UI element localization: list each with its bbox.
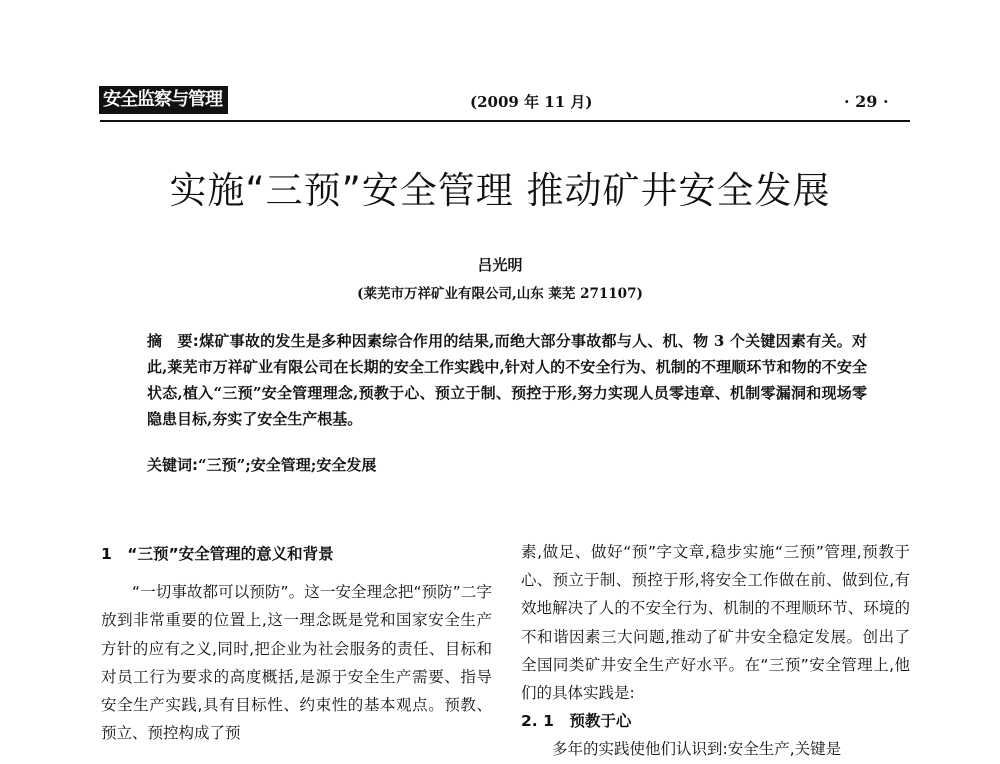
keywords xyxy=(147,452,867,478)
body-column-left xyxy=(101,538,492,747)
keywords-text: “三预”;安全管理;安全发展 xyxy=(198,456,377,474)
abstract-label: 摘 要: xyxy=(147,332,199,350)
body-paragraph: 多年的实践使他们认识到:安全生产,关键是 xyxy=(552,740,842,759)
body-column-right xyxy=(521,538,910,764)
abstract xyxy=(147,328,867,432)
issue-date: (2009 年 11 月) xyxy=(470,93,593,111)
subsection-heading: 2. 1 预教于心 xyxy=(521,712,632,731)
header-rule xyxy=(100,120,910,122)
abstract-text: 煤矿事故的发生是多种因素综合作用的结果,而绝大部分事故都与人、机、物 3 个关键因素有关。对此,莱芜市万祥矿业有限公司在长期的安全工作实践中,针对人的不安全行为、机制的不理顺环节和物的不安全状态,植入“三预”安全管理理念,预教于心、预立于制、预控于形,努力实现人员零违章、机制零漏洞和现场零隐患目标,夯实了安全生产根基。 xyxy=(147,332,868,428)
section-heading: 1 “三预”安全管理的意义和背景 xyxy=(101,545,334,563)
body-paragraph-continued: 素,做足、做好“预”字文章,稳步实施“三预”管理,预教于心、预立于制、预控于形,将安全工作做在前、做到位,有效地解决了人的不安全行为、机制的不理顺环节、环境的不和谐因素三大问题,推动了矿井安全稳定发展。创出了全国同类矿井安全生产好水平。在“三预”安全管理上,他们的具体实践是: xyxy=(521,543,910,703)
page-number: · 29 · xyxy=(844,92,889,111)
author-name: 吕光明 xyxy=(477,256,523,274)
author-affiliation: (莱芜市万祥矿业有限公司,山东 莱芜 271107) xyxy=(357,286,643,302)
keywords-label: 关键词: xyxy=(147,456,198,474)
article-title: 实施“三预”安全管理 推动矿井安全发展 xyxy=(169,169,831,212)
journal-section-badge: 安全监察与管理 xyxy=(99,86,228,114)
body-paragraph: “一切事故都可以预防”。这一安全理念把“预防”二字放到非常重要的位置上,这一理念既是党和国家安全生产方针的应有之义,同时,把企业为社会服务的责任、目标和对员工行为要求的高度概括,是源于安全生产需要、指导安全生产实践,具有目标性、约束性的基本观点。预教、预立、预控构成了预 xyxy=(101,583,492,743)
